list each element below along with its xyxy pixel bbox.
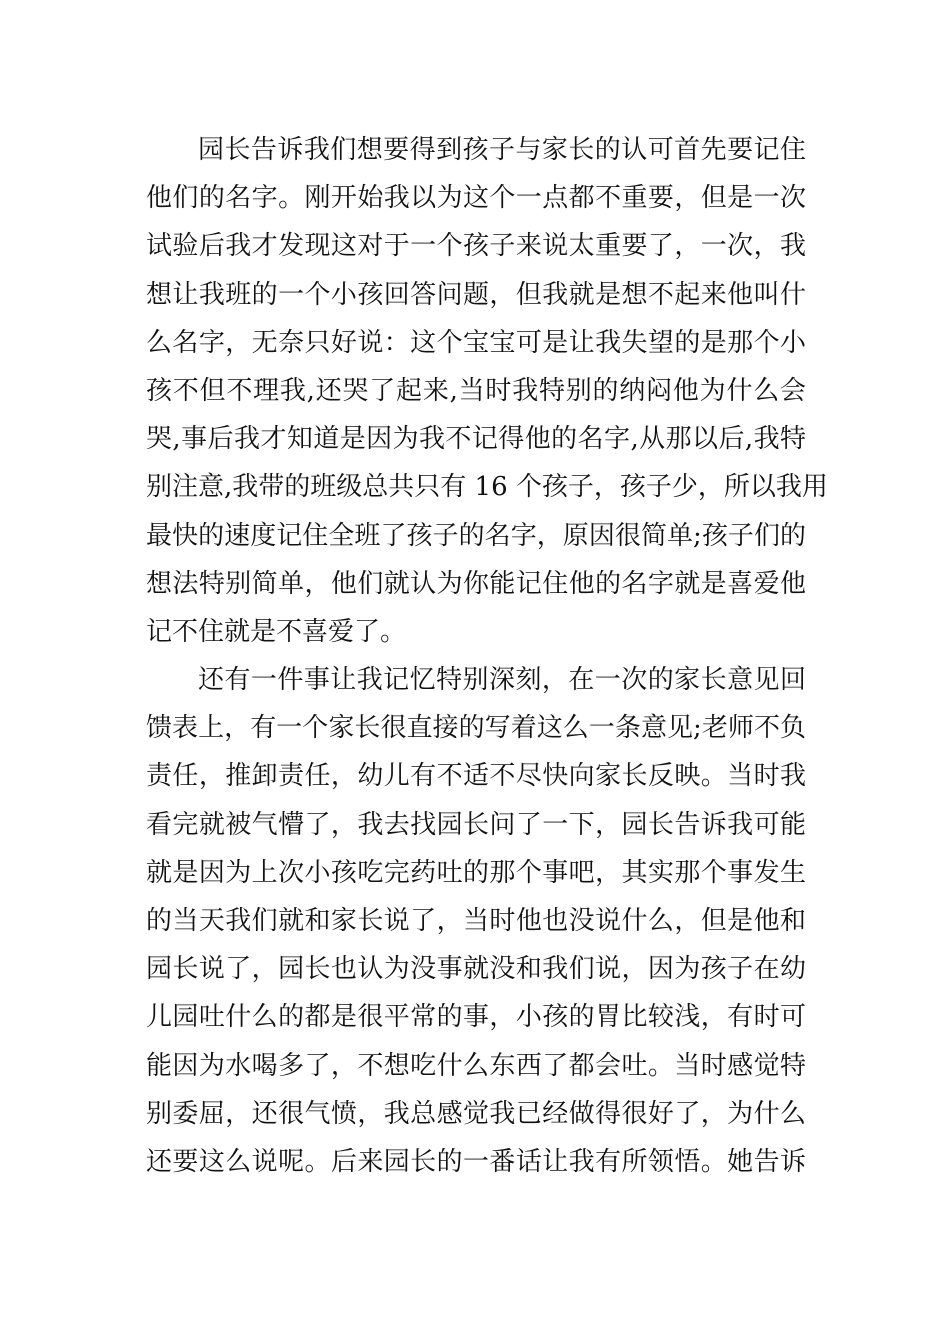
paragraph-1-line-6: 孩不但不理我,还哭了起来,当时我特别的纳闷他为什么会 bbox=[146, 375, 806, 406]
paragraph-2-line-7: 园长说了，园长也认为没事就没和我们说，因为孩子在幼 bbox=[146, 954, 806, 985]
paragraph-2-line-11: 还要这么说呢。后来园长的一番话让我有所领悟。她告诉 bbox=[146, 1146, 806, 1177]
paragraph-1-line-7: 哭,事后我才知道是因为我不记得他的名字,从那以后,我特 bbox=[146, 424, 806, 455]
paragraph-1-line-3: 试验后我才发现这对于一个孩子来说太重要了，一次，我 bbox=[146, 231, 806, 262]
paragraph-1-line-11: 记不住就是不喜爱了。 bbox=[146, 616, 407, 647]
paragraph-1-line-10: 想法特别简单，他们就认为你能记住他的名字就是喜爱他 bbox=[146, 568, 806, 599]
paragraph-2-line-10: 别委屈，还很气愤，我总感觉我已经做得很好了，为什么 bbox=[146, 1098, 806, 1129]
paragraph-2-line-5: 就是因为上次小孩吃完药吐的那个事吧，其实那个事发生 bbox=[146, 857, 806, 888]
paragraph-2-line-6: 的当天我们就和家长说了，当时他也没说什么，但是他和 bbox=[146, 906, 806, 936]
paragraph-2-line-4: 看完就被气懵了，我去找园长问了一下，园长告诉我可能 bbox=[146, 809, 806, 840]
paragraph-2-line-1: 还有一件事让我记忆特别深刻，在一次的家长意见回 bbox=[198, 665, 806, 696]
document-body bbox=[146, 126, 828, 1186]
paragraph-1-line-2: 他们的名字。刚开始我以为这个一点都不重要，但是一次 bbox=[146, 183, 806, 214]
paragraph-1-line-1: 园长告诉我们想要得到孩子与家长的认可首先要记住 bbox=[198, 135, 806, 165]
paragraph-2-line-2: 馈表上，有一个家长很直接的写着这么一条意见;老师不负 bbox=[146, 713, 806, 744]
paragraph-2-line-3: 责任，推卸责任，幼儿有不适不尽快向家长反映。当时我 bbox=[146, 761, 806, 792]
paragraph-2-line-9: 能因为水喝多了，不想吃什么东西了都会吐。当时感觉特 bbox=[146, 1050, 806, 1081]
paragraph-1-line-4: 想让我班的一个小孩回答问题，但我就是想不起来他叫什 bbox=[146, 279, 806, 310]
paragraph-1-line-8: 别注意,我带的班级总共只有 16 个孩子，孩子少，所以我用 bbox=[146, 472, 828, 503]
paragraph-1-line-5: 么名字，无奈只好说：这个宝宝可是让我失望的是那个小 bbox=[146, 327, 806, 358]
paragraph-1-line-9: 最快的速度记住全班了孩子的名字，原因很简单;孩子们的 bbox=[146, 520, 806, 551]
paragraph-2-line-8: 儿园吐什么的都是很平常的事，小孩的胃比较浅，有时可 bbox=[146, 1002, 806, 1033]
